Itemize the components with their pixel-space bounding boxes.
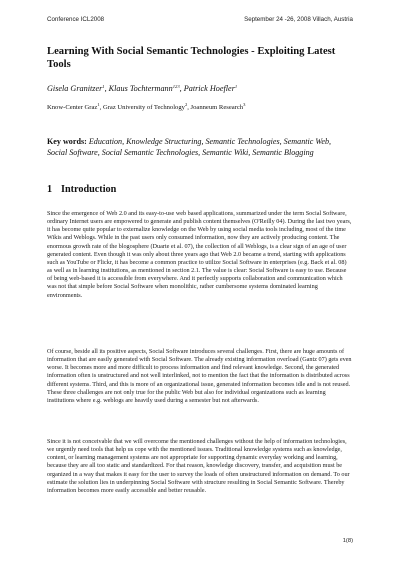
- keywords-block: [47, 137, 353, 158]
- author-separator: ,: [179, 84, 184, 93]
- section-title: Introduction: [61, 184, 117, 195]
- affiliation-mark: 3: [243, 102, 246, 107]
- author-name: Klaus Tochtermann: [108, 84, 173, 93]
- header-conference: Conference ICL2008: [47, 16, 105, 23]
- affiliation-name: Graz University of Technology: [102, 104, 185, 111]
- affiliation-mark: 1: [97, 102, 100, 107]
- author-affiliation-mark: 123: [172, 84, 180, 89]
- affiliation-mark: 2: [184, 102, 188, 107]
- paper-title: Learning With Social Semantic Technologies - Exploiting Latest Tools: [47, 46, 336, 70]
- section-heading: [47, 184, 347, 195]
- author-separator: ,: [104, 84, 109, 93]
- author-list: [47, 84, 367, 93]
- keywords-label: Key words:: [47, 137, 87, 146]
- affiliation-separator: ,: [99, 104, 103, 111]
- affiliation-name: Joanneum Research: [190, 104, 244, 111]
- author-affiliation-mark: 1: [102, 84, 105, 89]
- section-number: 1: [47, 184, 53, 195]
- author-name: Gisela Granitzer: [47, 84, 103, 93]
- author-affiliation-mark: 1: [234, 84, 238, 89]
- body-paragraph: Of course, beside all its positive aspects, Social Software introduces several challenges. First, there are huge amounts of information that are easily generated with Social Software. The already existing information overload (Gantz 07) gets even worse. It becomes more and more difficult to process information and find relevant knowledge. Second, the generated information often is unstructured and not well interlinked, not to mention the fact that the information is distributed across different systems. Third, and this is more of an organizational issue, generated information becomes idle and is not reused. These three challenges are not only true for the public Web but also for individual organizations such as learning institutions where e.g. weblogs are heavily used during a semester but not afterwards.: [47, 348, 352, 404]
- header-date-location: September 24 -26, 2008 Villach, Austria: [244, 16, 353, 23]
- author-name: Patrick Hoefler: [183, 84, 235, 93]
- running-header: [47, 16, 353, 23]
- affiliation-name: Know-Center Graz: [47, 104, 98, 111]
- keywords-value: Education, Knowledge Structuring, Semantic Technologies, Semantic Web, Social Software, Social Semantic Technologies, Semantic Wiki, Semantic Blogging: [47, 137, 332, 157]
- affiliation-list: [47, 104, 367, 111]
- page-number: 1(8): [342, 538, 353, 544]
- body-paragraph: Since it is not conceivable that we will overcome the mentioned challenges without the help of information technologies, we urgently need tools that help us cope with the mentioned issues. Traditional knowledge systems such as knowledge, content, or learning management systems are not appropriate for supporting dynamic everyday working and learning, because they are all too static and standardized. For that reason, knowledge discovery, transfer, and acquisition must be organized in a way that makes it easy for the user to survey the loads of often unstructured information on demand. To our estimate the solution lies in underpinning Social Software with structure resulting in Social Semantic Software. Thereby information becomes more easily accessible and better reusable.: [47, 438, 350, 494]
- affiliation-separator: ,: [187, 104, 191, 111]
- body-paragraph: Since the emergence of Web 2.0 and its easy-to-use web based applications, summarized under the term Social Software, ordinary Internet users are empowered to generate and publish content themselves (O'Reilly 04). During the last two years, it has become quite popular to externalize knowledge on the Web by using social media tools including, most of the time Wikis and Weblogs. While in the past users only consumed information, now they are actively producing content. The enormous growth rate of the blogosphere (Duarte et al. 07), the collection of all Weblogs, is a clear sign of an age of user generated content. Even though it was only about three years ago that Web 2.0 became a trend, starting with applications such as YouTube or Flickr, it has become a common practice to utilize Social Software in enterprises (e.g. Back et al. 08) as well as in learning institutions, as mentioned in section 2.1. The value is clear: Social Software is easy to use. Because of being web-based it is accessible from everywhere. And it perfectly supports collaboration and communication which was not that simple before Social Software when monolithic, rather cumbersome systems dominated learning environments.: [47, 210, 352, 299]
